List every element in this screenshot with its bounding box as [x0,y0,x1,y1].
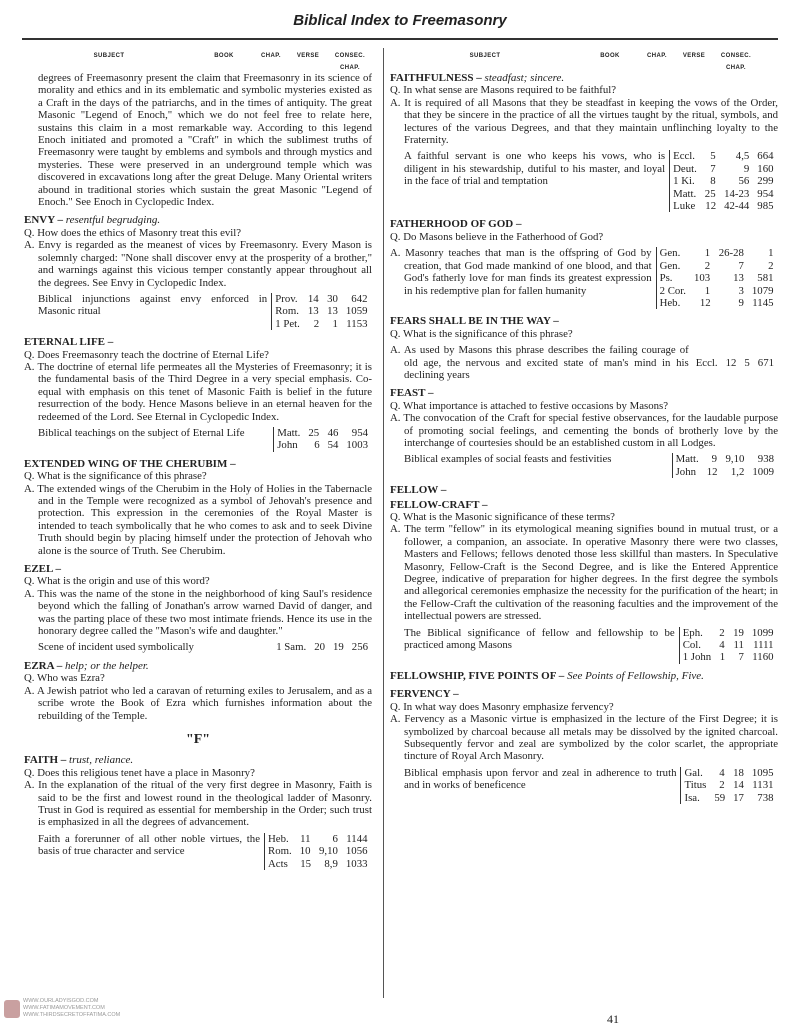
column-header [24,50,372,72]
watermark-link[interactable]: WWW.FATIMAMOVEMENT.COM [23,1005,105,1011]
answer: A. The doctrine of eternal life permeates all the Mysteries of Freemasonry; it is the fundamental basis of the Third Degree in a very special emphasis. Co-equal with emphasis on this tenet of Masonic Faith is belief in the future resurrection of the body. Hence Masons believe in an eternal heaven for the redeemed of the Lord. See Eternal in Cyclopedic Index. [24,360,372,423]
entry-heading: EXTENDED WING OF THE CHERUBIM – [24,457,236,470]
ref-cell: 7 [710,162,716,175]
entry-heading: FATHERHOOD OF GOD – [390,218,522,231]
ref-row [656,260,777,272]
scripture-ref [38,427,372,452]
ref-cell: 1131 [752,779,774,792]
entry-faithfulness [390,72,778,212]
ref-row [679,651,777,663]
answer: A. Envy is regarded as the meanest of vices by Freemasonry. Every Mason is solemnly charged: "None shall discover envy at the prosperity of a brother," and warnings against this vicious temper constantly appear throughout all the degrees. See Envy in Cyclopedic Index. [24,239,372,289]
ref-row [656,297,777,309]
ref-cell: 1144 [346,832,368,845]
answer: A. The term "fellow" in its etymological meaning signifies bound in mutual trust, or a follower, a companion, an associate. In operative Masonry there were two classes, Masters and Fellows; fellows denoted those less skillful than masters. In Speculative Masonry, Fellow-Craft is the Second Degree, and is like the Entered Apprentice Degree, indicative of preparation for higher degrees. In the first degree the symbols and allegorical ceremonies emphasize the necessity for the purification of the heart; in the Fellow-Craft the cultivation of the reasoning faculties and the improvement of the intellectual powers are stressed. [390,523,778,623]
scripture-ref [390,344,778,381]
column-header [390,50,778,72]
ref-row [656,272,777,284]
ref-cell: 4 [719,766,725,779]
ref-cell: Rom. [275,305,299,318]
ref-table [656,247,778,309]
ref-row [265,858,372,870]
ref-cell: 1 [332,317,338,330]
colhead-subject: SUBJECT [469,53,501,59]
watermark-link[interactable]: WWW.THIRDSECRETOFFATIMA.COM [23,1012,121,1018]
answer: A. In the explanation of the ritual of the very first degree in Masonry, Faith is said to be the first and lowest round in the theological ladder of Masonry. Trust in God is required as essential for membership in the Order; such trust is emphasized in all the degrees of advancement. [24,779,372,829]
ref-cell: 2 [313,317,320,330]
entry-heading: ETERNAL LIFE – [24,336,114,349]
answer: A. It is required of all Masons that they be steadfast in keeping the vows of the Order, that they be sincere in the practice of all the virtues taught by the ritual, symbols, and lectures of the various Degrees, and that they maintain unflinching loyalty to the Fraternity. [390,96,778,147]
ref-text: Biblical emphasis upon fervor and zeal in adherence to truth and in works of beneficence [404,766,677,792]
ref-cell: 103 [694,272,711,285]
ref-row [679,639,777,651]
ref-cell: 299 [757,175,774,188]
ref-row [681,792,778,804]
ref-table [271,293,372,330]
ref-cell: 56 [738,175,750,188]
ref-cell: 54 [327,439,339,452]
ref-text: Scene of incident used symbolically [38,641,194,654]
ref-cell: 14 [733,779,744,792]
entry-ezra [24,660,372,722]
colhead-verse: VERSE [682,53,706,59]
answer: A. The convocation of the Craft for special festive observances, for the laudable purpose of promoting social feelings, and cementing the bonds of brotherly love by the interchange of courtesies should be an established custom in all Lodges. [390,412,778,449]
ref-cell: 664 [757,150,774,163]
colhead-consec: CONSEC. CHAP. [720,53,752,72]
ref-text: Biblical injunctions against envy enforced in Masonic ritual [38,292,268,318]
ref-cell: Luke [673,200,696,213]
question: Q. What is the origin and use of this word? [24,575,210,588]
ref-cell: Ps. [659,272,673,285]
ref-cell: 1059 [345,305,368,318]
ref-cell: 6 [314,439,320,452]
colhead-consec: CONSEC. CHAP. [334,53,366,72]
ref-cell: 581 [757,272,774,285]
scripture-ref [38,641,372,653]
ref-text: A. As used by Masons this phrase describes the failing courage of old age, the nervous and excited state of man's mind in his declining years [390,344,689,381]
ref-cell: 1009 [752,465,774,478]
ref-cell: 13 [307,305,319,318]
ref-row [272,293,372,305]
ref-row [272,318,372,330]
ref-text: Biblical teachings on the subject of Eternal Life [38,426,245,439]
title-rule [22,38,778,40]
ref-cell: 46 [327,426,339,439]
entry-envy [24,214,372,330]
entry-heading: EZRA – [24,659,63,672]
ref-cell: 1,2 [730,465,745,478]
ref-cell: 25 [308,426,320,439]
ref-row [656,247,777,259]
colhead-chap: CHAP. [261,53,281,59]
entry-heading: FAITH – [24,754,67,767]
scripture-ref [38,833,372,870]
ref-cell: John [277,439,298,452]
ref-row [693,344,778,381]
ref-row [265,833,372,845]
entry-feast [390,387,778,478]
ref-cell: 8 [710,175,716,188]
ref-cell: 1 Pet. [275,317,300,330]
ref-cell: 642 [351,292,368,305]
ref-cell: 25 [704,187,716,200]
ref-cell: 160 [757,162,774,175]
page-number: 41 [607,1012,619,1026]
entry-subheading: help; or the helper. [64,659,149,672]
ref-cell: 938 [757,453,774,466]
ref-row [672,466,778,478]
ref-cell: 985 [757,200,774,213]
ref-row [274,439,372,451]
entry-extended-wing [24,458,372,557]
ref-cell: 1 [719,651,726,664]
ref-row [681,779,778,791]
question: Q. What is the Masonic significance of these terms? [390,511,615,523]
ref-cell: 1095 [751,766,774,779]
ref-row [274,427,372,439]
ref-row [272,305,372,317]
ref-cell: Matt. [675,453,699,466]
ref-cell: 13 [327,305,338,318]
watermark [4,998,120,1019]
question: Q. What importance is attached to festive occasions by Masons? [390,399,669,412]
entry-subheading: steadfast; sincere. [484,72,565,84]
ref-table [273,641,372,653]
ref-cell: 12 [725,356,737,369]
entry-subheading: trust, reliance. [69,754,134,767]
ref-cell: 18 [733,766,744,779]
ref-text: The Biblical significance of fellow and fellowship to be practiced among Masons [404,626,675,652]
question: Q. What is the significance of this phrase? [390,327,573,340]
scripture-ref [404,627,778,664]
ref-cell: 1111 [753,639,774,652]
ref-cell: Titus [684,779,707,792]
scripture-ref [404,767,778,804]
ref-cell: Deut. [673,162,697,175]
ref-cell: 30 [327,292,338,305]
ref-cell: 1 Sam. [276,641,307,654]
ref-cell: 15 [300,857,311,870]
ref-cell: 1003 [346,439,368,452]
ref-text: A faithful servant is one who keeps his vows, who is diligent in his stewardship, dutiful to his master, and loyal in the face of trial and temptation [404,150,666,188]
ref-cell: 17 [733,791,744,804]
ref-row [273,641,372,653]
ref-cell: 2 [768,259,774,272]
entry-faith [24,754,372,870]
colhead-book: BOOK [214,53,234,59]
page-title: Biblical Index to Freemasonry [293,12,507,29]
ref-table [273,427,372,452]
ref-cell: 14-23 [724,187,750,200]
ref-cell: 6 [332,832,338,845]
ref-cell: 7 [738,651,744,664]
ref-cell: 19 [333,641,344,654]
colhead-book: BOOK [600,53,620,59]
ref-cell: 7 [738,259,744,272]
ref-cell: Matt. [673,187,697,200]
ref-cell: Heb. [268,832,289,845]
entry-subheading: See Points of Fellowship, Five. [567,669,704,682]
answer: A. This was the name of the stone in the neighborhood of king Saul's residence beyond which the falling of Jonathan's arrow warned David of danger, and was the parting place of these two most intimate friends. Hence its use in the honorary degree called the "Mason's wife and daughter." [24,587,372,638]
entry-heading: FEARS SHALL BE IN THE WAY – [390,315,559,328]
ref-cell: Gen. [659,259,681,272]
ref-cell: 9 [738,296,744,309]
ref-text: Faith a forerunner of all other noble virtues, the basis of true character and service [38,832,260,858]
question: Q. In what way does Masonry emphasize fervency? [390,700,614,713]
ref-cell: Heb. [659,296,681,309]
colhead-chap: CHAP. [647,53,667,59]
entry-heading: FEAST – [390,387,434,400]
ref-cell: Eccl. [673,150,695,163]
ref-row [265,845,372,857]
ref-row [670,200,778,212]
intro-paragraph: degrees of Freemasonry present the claim that Freemasonry in its science of morality and ethics and in its emblematic and symbolic mysteries existed as a Craft in the days of the patriarchs, and in the times of antiquity. The great Masonic "Legend of Enoch," which we do not feel free to relate here, sustains this claim in a most remarkable way. According to this legend Enoch initiated and promoted a "Craft" in which the sublimest truths of Freemasonry were taught by emblems and symbols and through mystics and mysteries. These were preserved in an underground temple which was discovered in excavations long after the great Deluge. Many Oriental writers abound in traditional stories which sustain the great Masonic "Legend of Enoch." See Enoch in Cyclopedic Index. [38,72,372,209]
ref-row [670,188,778,200]
ref-cell: Acts [268,857,288,870]
ref-cell: 9 [743,162,750,175]
ref-row [681,767,778,779]
scripture-ref [404,453,778,478]
entry-fellow-craft [390,484,778,664]
entry-fatherhood-of-god [390,218,778,309]
left-column [24,50,372,876]
ref-cell: 1033 [345,857,368,870]
entry-five-points-of-fellowship [390,670,778,682]
question: Q. Does Freemasonry teach the doctrine of Eternal Life? [24,348,269,361]
question: Q. How does the ethics of Masonry treat this evil? [24,226,242,239]
entry-heading: EZEL – [24,563,61,576]
ref-row [670,175,778,187]
ref-table [672,453,778,478]
scripture-ref [38,293,372,330]
scripture-ref [390,247,778,309]
ref-cell: 42-44 [724,200,750,213]
ref-cell: 1099 [751,626,774,639]
ref-cell: 1153 [346,317,368,330]
ref-cell: 1 John [682,651,712,664]
ref-row [679,627,777,639]
question: Q. Does this religious tenet have a place in Masonry? [24,766,255,779]
ref-cell: 13 [733,272,744,285]
ref-cell: 12 [706,465,718,478]
ref-cell: Rom. [268,845,292,858]
ref-cell: Prov. [275,292,298,305]
entry-heading: ENVY – [24,214,64,227]
ref-text: A. Masonry teaches that man is the offspring of God by creation, that God made mankind of one blood, and that God's fatherly love for man finds its greatest expression in his redemptive plan for fallen humanity [390,247,652,297]
ref-cell: 954 [351,426,368,439]
ref-cell: 1 [704,284,711,297]
colhead-subject: SUBJECT [93,53,125,59]
entry-fervency [390,688,778,804]
ref-table [264,833,372,870]
ref-cell: 738 [757,791,774,804]
entry-heading: FELLOW – [390,484,447,497]
column-divider [383,48,384,998]
ref-row [672,453,778,465]
entry-heading: FELLOW-CRAFT – [390,498,488,511]
ref-cell: 954 [757,187,774,200]
ref-table [679,627,778,664]
ref-cell: Matt. [277,426,301,439]
question: Q. What is the significance of this phrase? [24,470,207,483]
ref-cell: 11 [733,639,744,652]
entry-fears-in-the-way [390,315,778,381]
ref-cell: 2 [704,259,711,272]
entry-heading: FERVENCY – [390,688,459,701]
ref-cell: 671 [757,356,774,369]
section-letter: "F" [185,731,211,747]
ref-cell: 1145 [752,296,774,309]
ref-cell: 2 [719,626,725,639]
ref-cell: 1 [768,247,774,260]
ref-cell: 11 [300,832,311,845]
ref-cell: 10 [299,845,311,858]
ref-cell: 4 [719,639,725,652]
scripture-ref [404,150,778,212]
ref-cell: 8,9 [324,857,338,870]
ref-cell: 19 [733,626,744,639]
ref-table [680,767,778,804]
ref-cell: 20 [314,641,325,654]
ref-cell: 5 [744,356,750,369]
question: Q. In what sense are Masons required to be faithful? [390,84,617,97]
ref-cell: 9,10 [725,453,745,466]
ref-row [670,163,778,175]
ref-cell: 256 [351,641,368,654]
ref-cell: Gen. [659,247,681,260]
ref-cell: Isa. [684,791,700,804]
entry-heading: FAITHFULNESS – [390,72,482,84]
answer: A. The extended wings of the Cherubim in the Holy of Holies in the Tabernacle and in the Temple were recognized as a symbol of Jehovah's presence and protection. This expression in the ceremonies of the Royal Master is intended to teach symbolically that he who comes to ask and to seek Divine Truth should begin by placing himself under the protection of Jehovah who alone is the source of Truth. See Cherubim. [24,482,372,557]
ref-cell: 9 [711,453,717,466]
question: Q. Do Masons believe in the Fatherhood of God? [390,230,604,243]
ref-cell: 3 [738,284,744,297]
entry-eternal-life [24,336,372,452]
entry-heading: FELLOWSHIP, FIVE POINTS OF – [390,669,565,682]
ref-cell: 2 Cor. [659,284,686,297]
ref-cell: Col. [682,639,702,652]
ref-table [669,150,778,212]
ref-cell: 1160 [752,651,774,664]
ref-cell: 14 [307,292,319,305]
ref-cell: 1 [704,247,711,260]
watermark-logo-icon [4,1000,20,1018]
question: Q. Who was Ezra? [24,672,105,685]
answer: A. Fervency as a Masonic virtue is emphasized in the lecture of the First Degree; it is symbolized by charcoal because all metals may be dissolved by the ignited charcoal. Subsequently fervor and zeal are symbolized by the color scarlet, the appropriate tincture of Royal Arch Masonry. [390,713,778,763]
colhead-verse: VERSE [296,53,320,59]
ref-table [693,344,778,381]
ref-cell: 59 [714,791,726,804]
ref-cell: Eph. [682,626,703,639]
ref-cell: 9,10 [319,845,338,858]
ref-cell: 1079 [751,284,774,297]
ref-cell: 2 [719,779,725,792]
ref-text: Biblical examples of social feasts and festivities [404,453,612,466]
ref-cell: Gal. [684,766,703,779]
ref-cell: 4,5 [735,150,750,163]
watermark-link[interactable]: WWW.OURLADYISGOD.COM [23,998,99,1004]
ref-cell: 12 [699,296,711,309]
entry-subheading: resentful begrudging. [65,214,161,227]
ref-cell: 26-28 [718,247,744,260]
ref-cell: 1056 [345,845,368,858]
ref-cell: 5 [710,150,716,163]
ref-row [656,285,777,297]
ref-cell: 12 [705,200,717,213]
ref-cell: Eccl. [695,356,718,369]
ref-cell: John [675,465,697,478]
ref-row [670,150,778,162]
right-column [390,50,778,810]
ref-cell: 1 Ki. [673,175,695,188]
entry-ezel [24,563,372,654]
answer: A. A Jewish patriot who led a caravan of returning exiles to Jerusalem, and as a scribe wrote the Book of Ezra which furnishes information about the rebuilding of the Temple. [24,684,372,722]
